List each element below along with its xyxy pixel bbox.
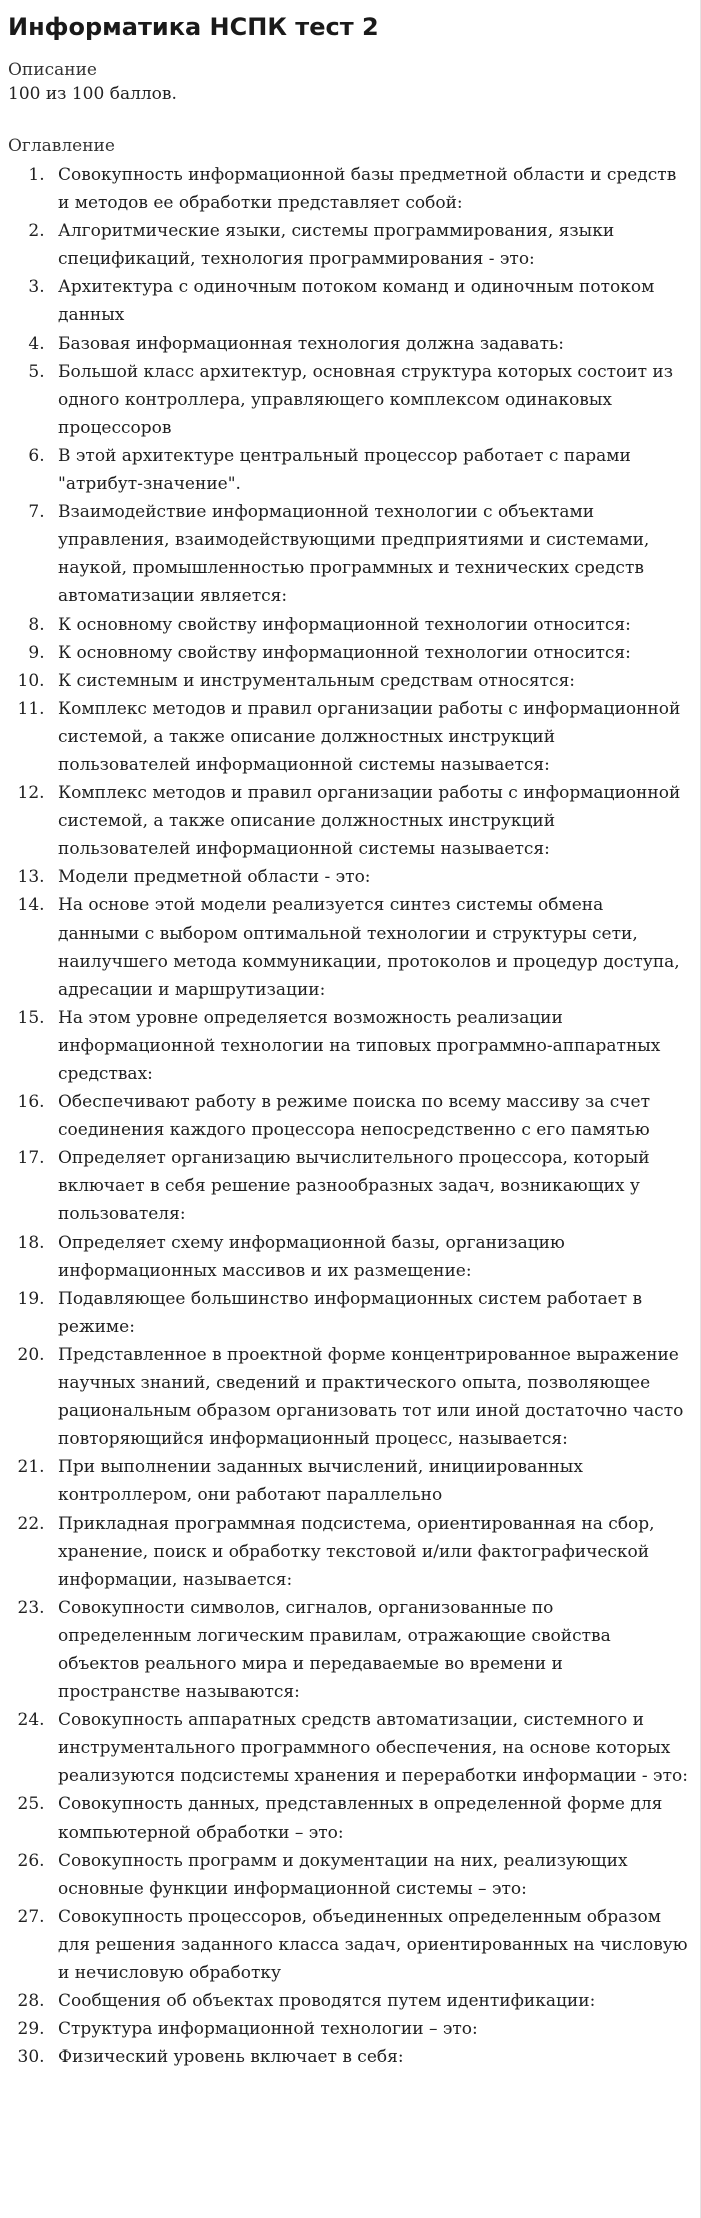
toc-item-2[interactable]: 2. Алгоритмические языки, системы программирования, языки спецификаций, технология программирования - это: bbox=[50, 217, 690, 273]
toc-item-12[interactable]: 12. Комплекс методов и правил организации работы с информационной системой, а также описание должностных инструкций пользователей информационной системы называется: bbox=[50, 779, 690, 863]
toc-item-28[interactable]: 28. Сообщения об объектах проводятся путем идентификации: bbox=[50, 1987, 690, 2015]
toc-item-5[interactable]: 5. Большой класс архитектур, основная структура которых состоит из одного контроллера, управляющего комплексом одинаковых процессоров bbox=[50, 358, 690, 442]
toc-item-13[interactable]: 13. Модели предметной области - это: bbox=[50, 863, 690, 891]
score-text: 100 из 100 баллов. bbox=[8, 84, 177, 104]
toc-item-8[interactable]: 8. К основному свойству информационной технологии относится: bbox=[50, 611, 690, 639]
toc-item-20[interactable]: 20. Представленное в проектной форме концентрированное выражение научных знаний, сведений и практического опыта, позволяющее рациональным образом организовать тот или иной достаточно часто повторяющийся информационный процесс, называется: bbox=[50, 1341, 690, 1453]
toc-item-15[interactable]: 15. На этом уровне определяется возможность реализации информационной технологии на типовых программно-аппаратных средствах: bbox=[50, 1004, 690, 1088]
toc-item-27[interactable]: 27. Совокупность процессоров, объединенных определенным образом для решения заданного класса задач, ориентированных на числовую и нечисловую обработку bbox=[50, 1903, 690, 1987]
toc-item-18[interactable]: 18. Определяет схему информационной базы, организацию информационных массивов и их размещение: bbox=[50, 1229, 690, 1285]
page-title: Информатика НСПК тест 2 bbox=[8, 13, 379, 41]
toc-item-1[interactable]: 1. Совокупность информационной базы предметной области и средств и методов ее обработки представляет собой: bbox=[50, 161, 690, 217]
toc-item-22[interactable]: 22. Прикладная программная подсистема, ориентированная на сбор, хранение, поиск и обработку текстовой и/или фактографической информации, называется: bbox=[50, 1510, 690, 1594]
toc-item-4[interactable]: 4. Базовая информационная технология должна задавать: bbox=[50, 330, 690, 358]
toc-item-16[interactable]: 16. Обеспечивают работу в режиме поиска по всему массиву за счет соединения каждого процессора непосредственно с его памятью bbox=[50, 1088, 690, 1144]
toc-item-9[interactable]: 9. К основному свойству информационной технологии относится: bbox=[50, 639, 690, 667]
toc-item-14[interactable]: 14. На основе этой модели реализуется синтез системы обмена данными с выбором оптимальной технологии и структуры сети, наилучшего метода коммуникации, протоколов и процедур доступа, адресации и маршрутизации: bbox=[50, 891, 690, 1003]
toc-item-10[interactable]: 10. К системным и инструментальным средствам относятся: bbox=[50, 667, 690, 695]
toc-item-7[interactable]: 7. Взаимодействие информационной технологии с объектами управления, взаимодействующими предприятиями и системами, наукой, промышленностью программных и технических средств автоматизации является: bbox=[50, 498, 690, 610]
toc-label: Оглавление bbox=[8, 136, 115, 156]
toc-item-23[interactable]: 23. Совокупности символов, сигналов, организованные по определенным логическим правилам, отражающие свойства объектов реального мира и передаваемые во времени и пространстве называются: bbox=[50, 1594, 690, 1706]
toc-item-6[interactable]: 6. В этой архитектуре центральный процессор работает с парами "атрибут-значение". bbox=[50, 442, 690, 498]
toc-item-25[interactable]: 25. Совокупность данных, представленных в определенной форме для компьютерной обработки – это: bbox=[50, 1790, 690, 1846]
toc-item-26[interactable]: 26. Совокупность программ и документации на них, реализующих основные функции информационной системы – это: bbox=[50, 1847, 690, 1903]
description-label: Описание bbox=[8, 60, 97, 80]
toc-item-30[interactable]: 30. Физический уровень включает в себя: bbox=[50, 2043, 690, 2071]
toc-item-3[interactable]: 3. Архитектура с одиночным потоком команд и одиночным потоком данных bbox=[50, 273, 690, 329]
toc-item-21[interactable]: 21. При выполнении заданных вычислений, инициированных контроллером, они работают параллельно bbox=[50, 1453, 690, 1509]
toc-item-24[interactable]: 24. Совокупность аппаратных средств автоматизации, системного и инструментального программного обеспечения, на основе которых реализуются подсистемы хранения и переработки информации - это: bbox=[50, 1706, 690, 1790]
toc-item-17[interactable]: 17. Определяет организацию вычислительного процессора, который включает в себя решение разнообразных задач, возникающих у пользователя: bbox=[50, 1144, 690, 1228]
toc-item-11[interactable]: 11. Комплекс методов и правил организации работы с информационной системой, а также описание должностных инструкций пользователей информационной системы называется: bbox=[50, 695, 690, 779]
toc-list bbox=[8, 161, 690, 2071]
toc-item-19[interactable]: 19. Подавляющее большинство информационных систем работает в режиме: bbox=[50, 1285, 690, 1341]
toc-item-29[interactable]: 29. Структура информационной технологии – это: bbox=[50, 2015, 690, 2043]
